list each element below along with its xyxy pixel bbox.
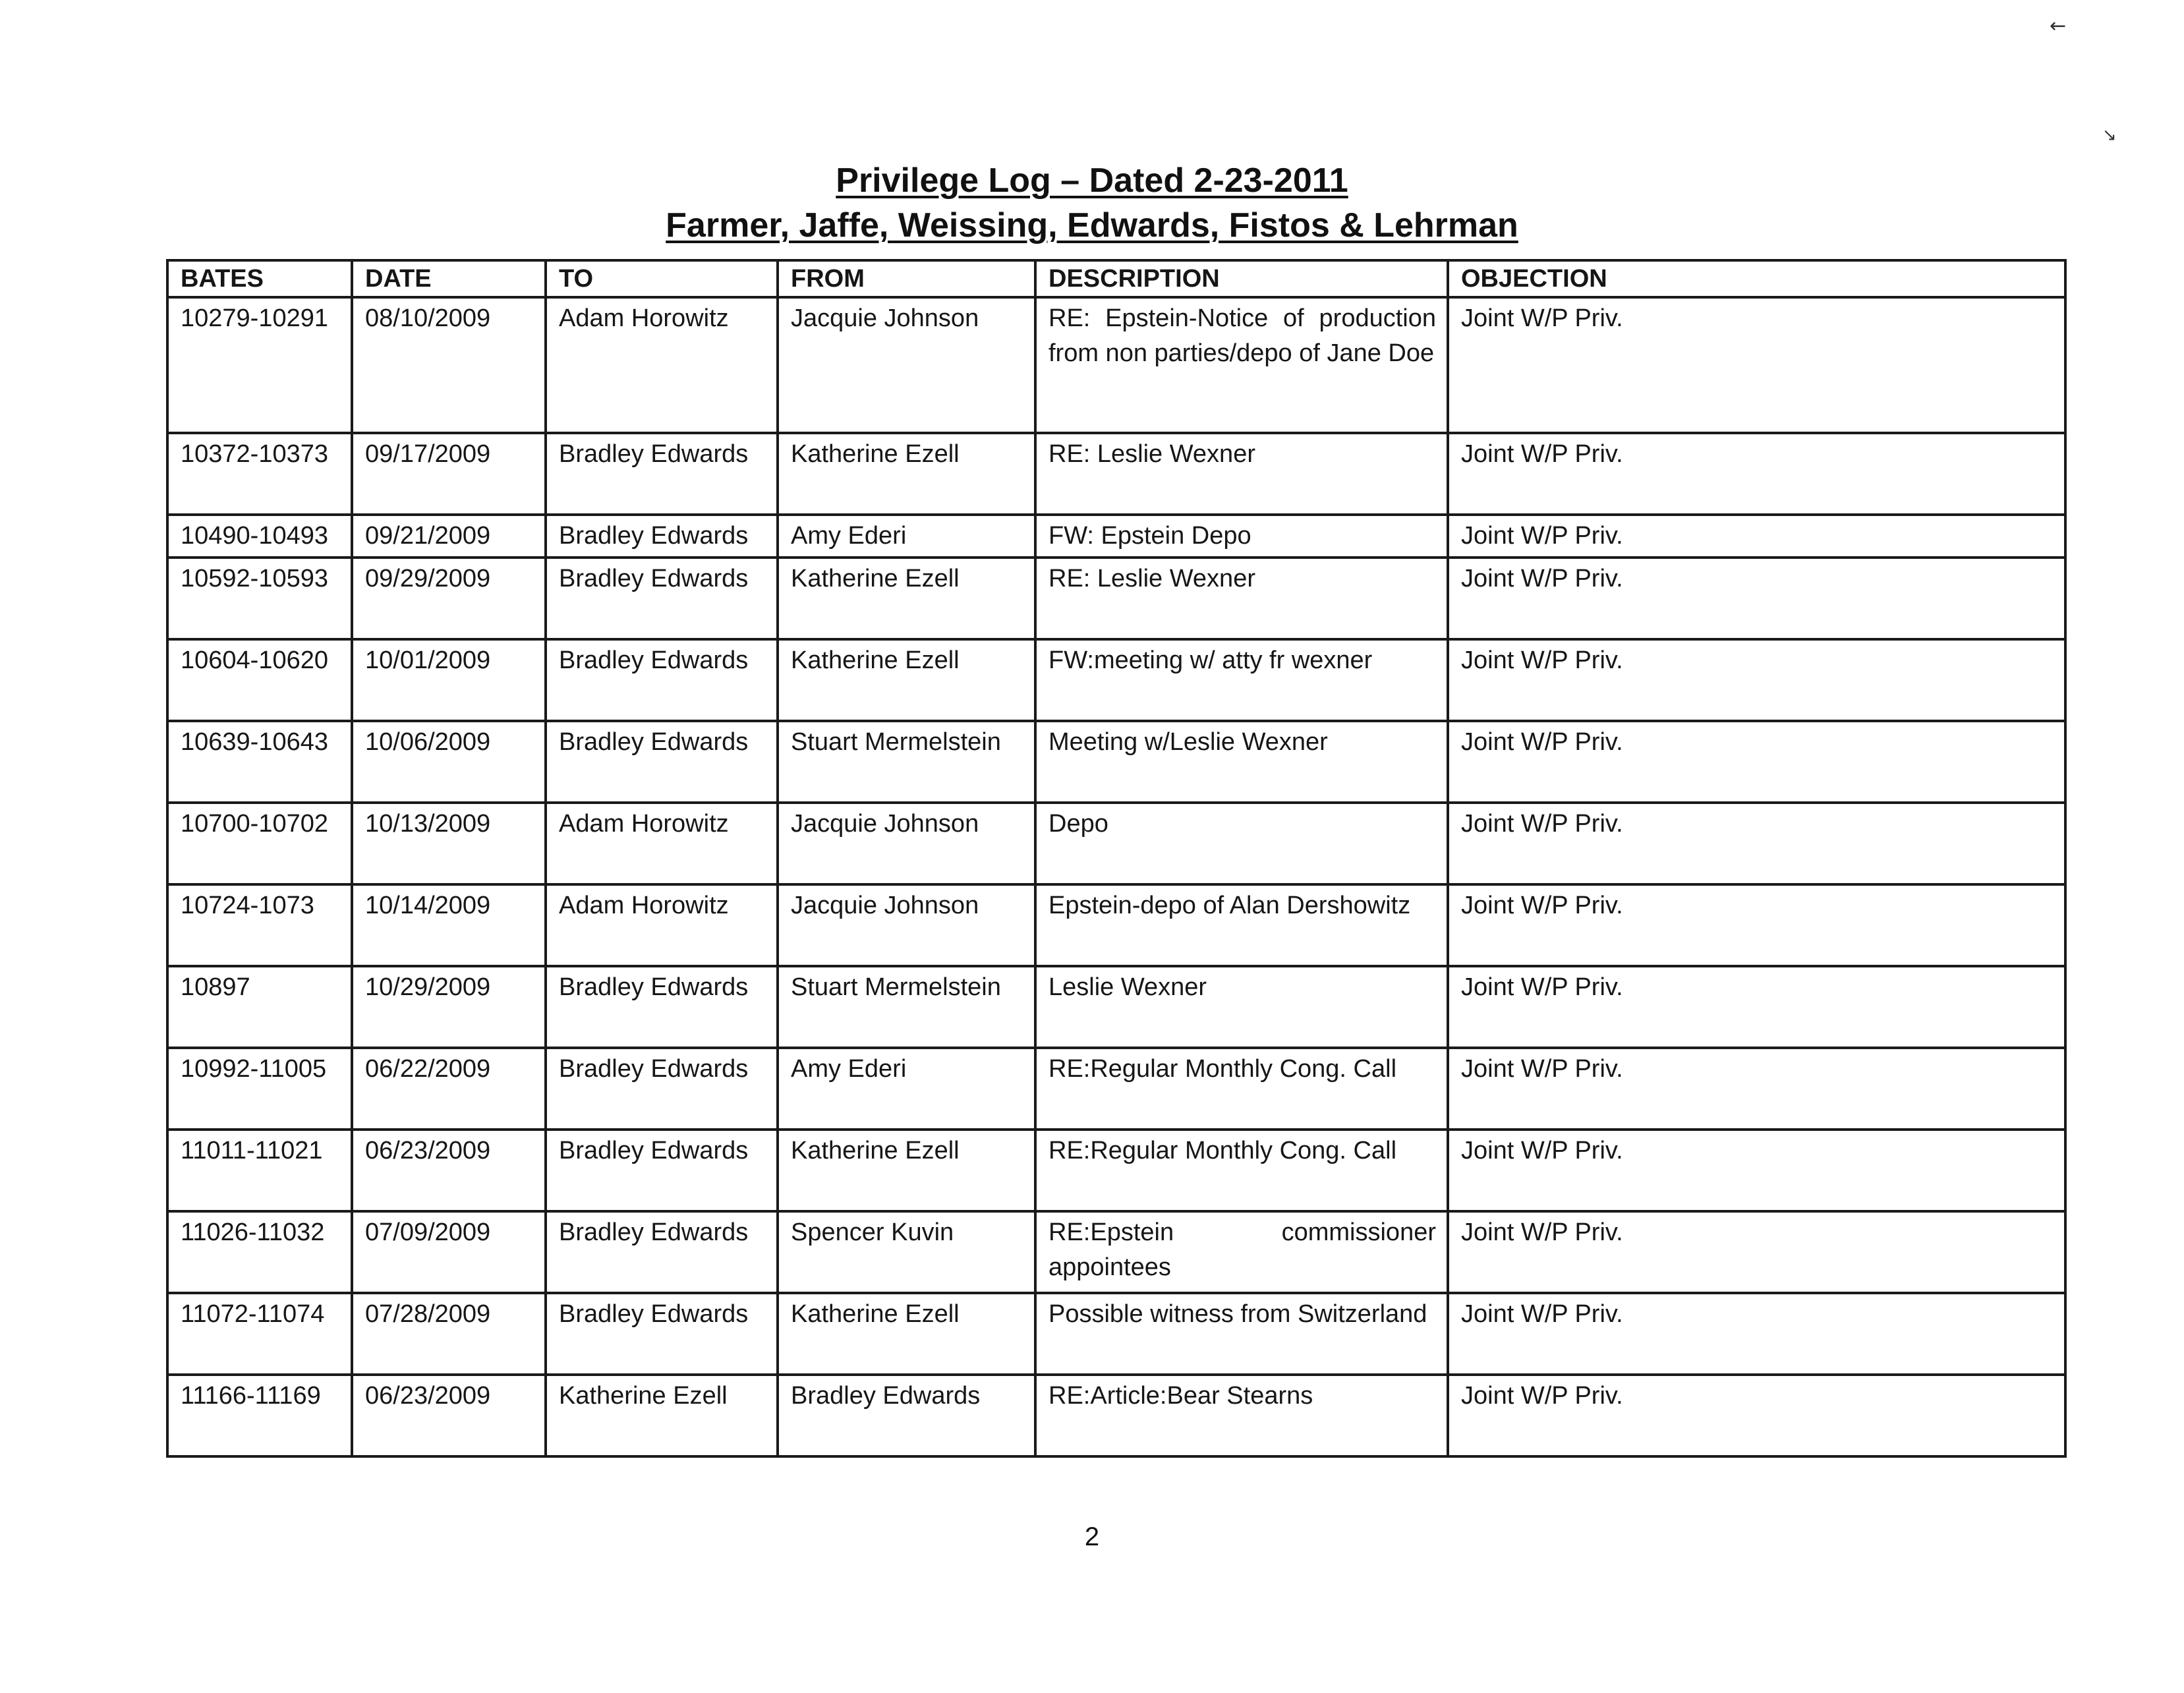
cell-description: RE:Regular Monthly Cong. Call xyxy=(1035,1130,1448,1211)
cell-bates: 10724-1073 xyxy=(167,884,352,966)
cell-from: Katherine Ezell xyxy=(778,433,1035,515)
cell-to: Bradley Edwards xyxy=(546,966,778,1048)
cell-from: Katherine Ezell xyxy=(778,639,1035,721)
cell-from: Jacquie Johnson xyxy=(778,884,1035,966)
cell-description: RE: Epstein-Notice of production from non parties/depo of Jane Doe xyxy=(1035,297,1448,433)
cell-bates: 10372-10373 xyxy=(167,433,352,515)
scan-speck-icon: ← xyxy=(2050,14,2067,38)
cell-date: 10/01/2009 xyxy=(352,639,546,721)
cell-bates: 10490-10493 xyxy=(167,515,352,558)
cell-bates: 11011-11021 xyxy=(167,1130,352,1211)
cell-to: Bradley Edwards xyxy=(546,721,778,803)
cell-objection: Joint W/P Priv. xyxy=(1448,1130,2065,1211)
cell-description: Leslie Wexner xyxy=(1035,966,1448,1048)
table-row xyxy=(167,1048,2065,1130)
table-row xyxy=(167,1211,2065,1293)
column-header-bates: BATES xyxy=(167,260,352,297)
cell-date: 09/17/2009 xyxy=(352,433,546,515)
table-header-row xyxy=(167,260,2065,297)
title-line-1: Privilege Log – Dated 2-23-2011 xyxy=(836,161,1348,200)
cell-bates: 11072-11074 xyxy=(167,1293,352,1375)
table-row xyxy=(167,1375,2065,1456)
table-row xyxy=(167,1130,2065,1211)
document-title xyxy=(0,158,2184,248)
cell-from: Katherine Ezell xyxy=(778,558,1035,639)
cell-objection: Joint W/P Priv. xyxy=(1448,433,2065,515)
cell-to: Katherine Ezell xyxy=(546,1375,778,1456)
cell-description: FW:meeting w/ atty fr wexner xyxy=(1035,639,1448,721)
cell-from: Jacquie Johnson xyxy=(778,803,1035,884)
cell-bates: 10897 xyxy=(167,966,352,1048)
cell-description: RE:Article:Bear Stearns xyxy=(1035,1375,1448,1456)
table-row xyxy=(167,803,2065,884)
cell-objection: Joint W/P Priv. xyxy=(1448,1211,2065,1293)
cell-date: 07/09/2009 xyxy=(352,1211,546,1293)
cell-objection: Joint W/P Priv. xyxy=(1448,515,2065,558)
cell-objection: Joint W/P Priv. xyxy=(1448,721,2065,803)
cell-date: 09/21/2009 xyxy=(352,515,546,558)
table-row xyxy=(167,515,2065,558)
cell-from: Amy Ederi xyxy=(778,515,1035,558)
cell-date: 10/29/2009 xyxy=(352,966,546,1048)
cell-to: Bradley Edwards xyxy=(546,515,778,558)
cell-objection: Joint W/P Priv. xyxy=(1448,1375,2065,1456)
cell-description: RE:Regular Monthly Cong. Call xyxy=(1035,1048,1448,1130)
cell-from: Jacquie Johnson xyxy=(778,297,1035,433)
cell-date: 10/13/2009 xyxy=(352,803,546,884)
cell-from: Stuart Mermelstein xyxy=(778,966,1035,1048)
cell-description: Possible witness from Switzerland xyxy=(1035,1293,1448,1375)
cell-objection: Joint W/P Priv. xyxy=(1448,558,2065,639)
privilege-log-table xyxy=(166,259,2067,1458)
cell-date: 09/29/2009 xyxy=(352,558,546,639)
cell-from: Spencer Kuvin xyxy=(778,1211,1035,1293)
cell-bates: 11026-11032 xyxy=(167,1211,352,1293)
cell-objection: Joint W/P Priv. xyxy=(1448,1293,2065,1375)
cell-to: Bradley Edwards xyxy=(546,558,778,639)
table-row xyxy=(167,966,2065,1048)
cell-date: 06/22/2009 xyxy=(352,1048,546,1130)
table-row xyxy=(167,884,2065,966)
cell-description: Epstein-depo of Alan Dershowitz xyxy=(1035,884,1448,966)
cell-to: Bradley Edwards xyxy=(546,1048,778,1130)
cell-description: Depo xyxy=(1035,803,1448,884)
cell-to: Bradley Edwards xyxy=(546,639,778,721)
cell-description: RE: Leslie Wexner xyxy=(1035,433,1448,515)
table-row xyxy=(167,639,2065,721)
cell-from: Amy Ederi xyxy=(778,1048,1035,1130)
cell-bates: 10279-10291 xyxy=(167,297,352,433)
cell-objection: Joint W/P Priv. xyxy=(1448,803,2065,884)
cell-to: Bradley Edwards xyxy=(546,1211,778,1293)
cell-to: Adam Horowitz xyxy=(546,297,778,433)
cell-bates: 10592-10593 xyxy=(167,558,352,639)
cell-bates: 10992-11005 xyxy=(167,1048,352,1130)
cell-objection: Joint W/P Priv. xyxy=(1448,966,2065,1048)
cell-to: Adam Horowitz xyxy=(546,884,778,966)
cell-date: 06/23/2009 xyxy=(352,1375,546,1456)
cell-to: Bradley Edwards xyxy=(546,1293,778,1375)
column-header-to: TO xyxy=(546,260,778,297)
title-line-2: Farmer, Jaffe, Weissing, Edwards, Fistos & Lehrman xyxy=(666,206,1518,244)
page-number: 2 xyxy=(1084,1522,1100,1551)
cell-date: 10/14/2009 xyxy=(352,884,546,966)
cell-description: RE:Epstein commissioner appointees xyxy=(1035,1211,1448,1293)
cell-date: 06/23/2009 xyxy=(352,1130,546,1211)
cell-description: FW: Epstein Depo xyxy=(1035,515,1448,558)
cell-description: RE: Leslie Wexner xyxy=(1035,558,1448,639)
table-row xyxy=(167,558,2065,639)
table-row xyxy=(167,433,2065,515)
cell-date: 07/28/2009 xyxy=(352,1293,546,1375)
cell-to: Bradley Edwards xyxy=(546,1130,778,1211)
cell-bates: 11166-11169 xyxy=(167,1375,352,1456)
cell-bates: 10639-10643 xyxy=(167,721,352,803)
cell-description: Meeting w/Leslie Wexner xyxy=(1035,721,1448,803)
cell-date: 08/10/2009 xyxy=(352,297,546,433)
cell-to: Adam Horowitz xyxy=(546,803,778,884)
cell-objection: Joint W/P Priv. xyxy=(1448,1048,2065,1130)
table-row xyxy=(167,297,2065,433)
table-row xyxy=(167,1293,2065,1375)
cell-date: 10/06/2009 xyxy=(352,721,546,803)
column-header-objection: OBJECTION xyxy=(1448,260,2065,297)
cell-bates: 10700-10702 xyxy=(167,803,352,884)
cell-objection: Joint W/P Priv. xyxy=(1448,639,2065,721)
table-row xyxy=(167,721,2065,803)
column-header-from: FROM xyxy=(778,260,1035,297)
cell-from: Katherine Ezell xyxy=(778,1293,1035,1375)
cell-objection: Joint W/P Priv. xyxy=(1448,884,2065,966)
column-header-description: DESCRIPTION xyxy=(1035,260,1448,297)
scan-speck-icon: ↘ xyxy=(2102,125,2117,145)
cell-from: Katherine Ezell xyxy=(778,1130,1035,1211)
cell-bates: 10604-10620 xyxy=(167,639,352,721)
column-header-date: DATE xyxy=(352,260,546,297)
cell-to: Bradley Edwards xyxy=(546,433,778,515)
cell-from: Bradley Edwards xyxy=(778,1375,1035,1456)
cell-from: Stuart Mermelstein xyxy=(778,721,1035,803)
cell-objection: Joint W/P Priv. xyxy=(1448,297,2065,433)
